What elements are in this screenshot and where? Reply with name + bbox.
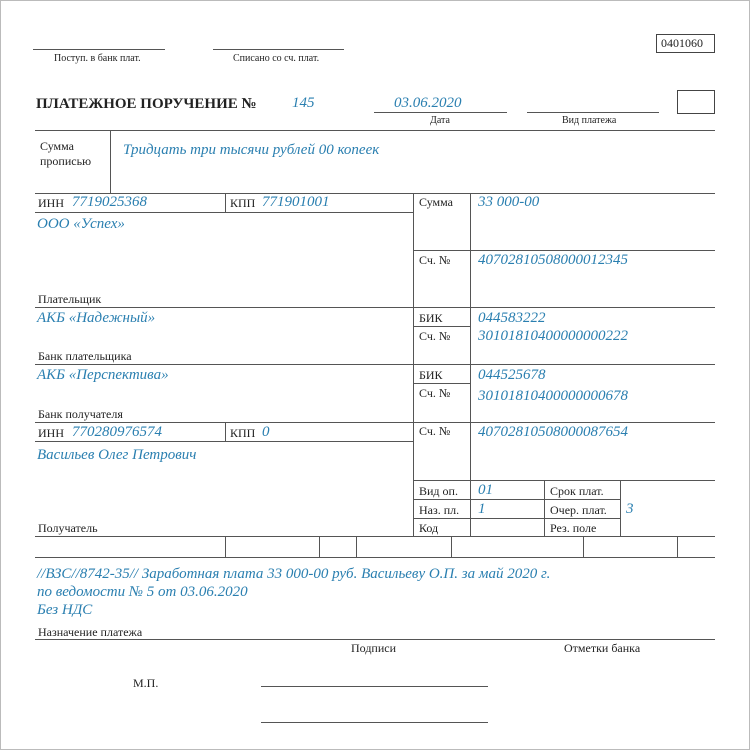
amount-value: 33 000-00 [478,194,540,210]
written-off-line [213,49,344,50]
payee-bik: 044525678 [478,367,546,383]
payer-bik-label: БИК [419,311,443,325]
bank-marks-label: Отметки банка [564,641,641,655]
received-line [33,49,165,50]
purpose-bottom-line [35,639,715,640]
payee-label: Получатель [38,521,98,535]
purpose-line-3: Без НДС [37,602,93,618]
purpose-code-label: Наз. пл. [419,503,460,517]
tax-div-6 [677,536,678,557]
date-line [374,112,507,113]
form-code: 0401060 [661,36,703,50]
bik-bottom-line [413,326,470,327]
payer-bank-label: Банк плательщика [38,349,132,363]
amount-bottom-line [413,250,715,251]
payer-bank-account: 30101810400000000222 [478,328,628,344]
amount-words-label-1: Сумма [40,139,74,153]
codes-mid-line [413,499,620,500]
signatures-label: Подписи [351,641,397,655]
order-number: 145 [292,95,315,111]
tax-div-4 [451,536,452,557]
payee-kpp-label: КПП [230,426,256,440]
row-line-inn-bottom [35,212,413,213]
payee-bank-name: АКБ «Перспектива» [37,367,169,383]
order-date: 03.06.2020 [394,95,462,111]
payer-bottom-line [35,307,715,308]
payee-bank-account: 30101810400000000678 [478,388,628,404]
codes-divider-1 [544,480,545,536]
received-label: Поступ. в банк плат. [54,53,141,64]
payer-account-label: Сч. № [419,253,451,267]
amount-words-top-line [35,130,715,131]
tax-div-2 [319,536,320,557]
codes-top-line [413,480,715,481]
inn-kpp-divider [225,193,226,212]
payee-name: Васильев Олег Петрович [37,447,197,463]
term-label: Срок плат. [550,484,604,498]
payment-type-label: Вид платежа [562,115,617,126]
code-label: Код [419,521,439,535]
op-type: 01 [478,482,493,498]
payer-label: Плательщик [38,292,102,306]
payee-kpp: 0 [262,424,270,440]
payment-type-line [527,112,659,113]
payee-bik-label: БИК [419,368,443,382]
reserve-label: Рез. поле [550,521,597,535]
tax-row-top [35,536,715,537]
payer-inn-label: ИНН [38,196,64,210]
written-off-label: Списано со сч. плат. [233,53,320,64]
payer-bank-account-label: Сч. № [419,329,451,343]
payee-inn-label: ИНН [38,426,64,440]
priority: 3 [626,501,634,517]
tax-div-3 [356,536,357,557]
payee-inn-kpp-divider [225,422,226,441]
tax-row-bottom [35,557,715,558]
payer-bank-name: АКБ «Надежный» [37,310,156,326]
signature-line-2 [261,722,488,723]
amount-words-value: Тридцать три тысячи рублей 00 копеек [123,142,380,158]
payee-account: 40702810508000087654 [478,424,628,440]
payer-name: ООО «Успех» [37,216,125,232]
tax-div-5 [583,536,584,557]
payee-bank-label: Банк получателя [38,407,123,421]
tax-div-1 [225,536,226,557]
op-type-label: Вид оп. [419,484,458,498]
payer-kpp-label: КПП [230,196,256,210]
purpose-label: Назначение платежа [38,625,143,639]
purpose-line-1: //ВЗС//8742-35// Заработная плата 33 000-00 руб. Васильеву О.П. за май 2020 г. [37,566,551,582]
purpose-line-2: по ведомости № 5 от 03.06.2020 [37,584,248,600]
payer-bik: 044583222 [478,310,546,326]
signature-line-1 [261,686,488,687]
payee-bank-bottom-line [35,422,715,423]
payee-bik-bottom-line [413,383,470,384]
payee-inn: 770280976574 [72,424,162,440]
page-title: ПЛАТЕЖНОЕ ПОРУЧЕНИЕ № [36,96,257,112]
stamp-label: М.П. [133,676,159,690]
payer-inn: 7719025368 [72,194,147,210]
payee-bank-account-label: Сч. № [419,386,451,400]
amount-words-label-2: прописью [40,154,92,168]
payer-account: 40702810508000012345 [478,252,628,268]
priority-label: Очер. плат. [550,503,607,517]
payee-account-label: Сч. № [419,424,451,438]
codes-divider-2 [620,480,621,536]
codes-low-line [413,518,620,519]
amount-words-divider [110,130,111,193]
date-label: Дата [430,115,450,126]
payer-bank-bottom-line [35,364,715,365]
purpose-code: 1 [478,501,486,517]
amount-label: Сумма [419,195,453,209]
payee-inn-bottom-line [35,441,413,442]
payment-type-box [677,90,715,114]
payer-kpp: 771901001 [262,194,330,210]
